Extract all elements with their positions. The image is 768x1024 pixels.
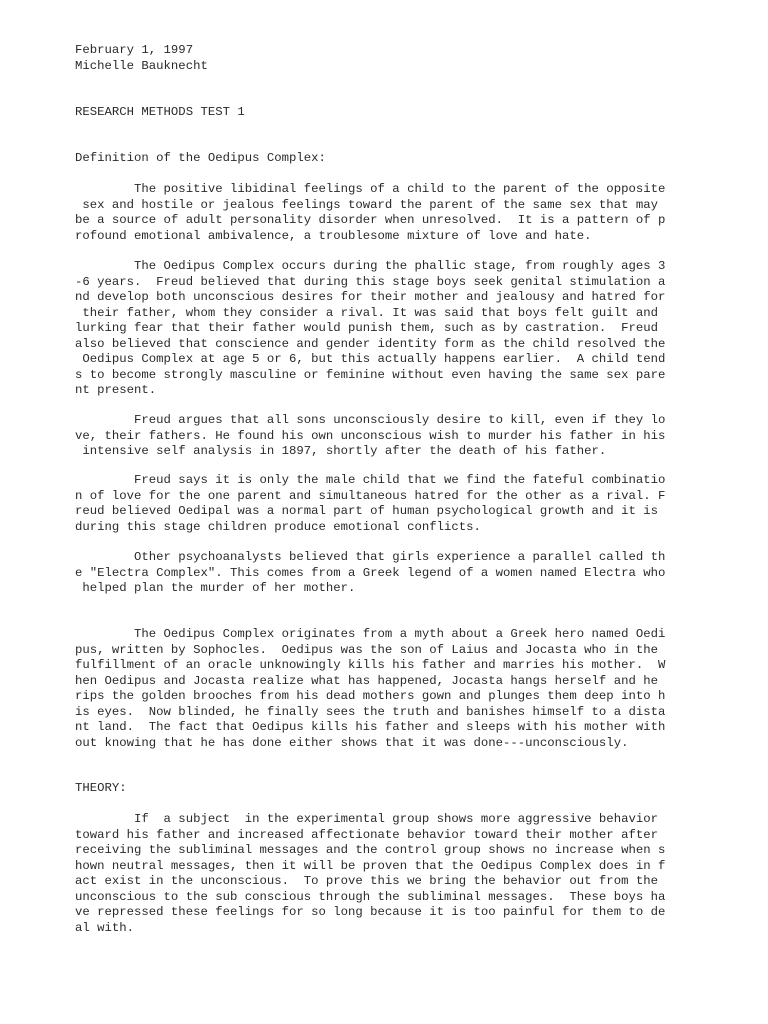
text-line: their father, whom they consider a rival. It was said that boys felt guilt and <box>75 305 658 320</box>
text-line: out knowing that he has done either shows that it was done---unconsciously. <box>75 735 629 750</box>
text-line: ve, their fathers. He found his own unconscious wish to murder his father in his <box>75 428 666 443</box>
text-line: The Oedipus Complex occurs during the phallic stage, from roughly ages 3 <box>75 259 666 273</box>
text-line: e "Electra Complex". This comes from a Greek legend of a women named Electra who <box>75 565 666 580</box>
text-line: also believed that conscience and gender identity form as the child resolved the <box>75 336 666 351</box>
definition-heading: Definition of the Oedipus Complex: <box>75 151 326 165</box>
text-line: nd develop both unconscious desires for their mother and jealousy and hatred for <box>75 290 666 304</box>
text-line: sex and hostile or jealous feelings toward the parent of the same sex that may <box>75 197 658 212</box>
text-line: lurking fear that their father would punish them, such as by castration. Freud <box>75 321 658 335</box>
text-line: nt present. <box>75 383 157 397</box>
text-line: helped plan the murder of her mother. <box>75 581 356 595</box>
text-line: al with. <box>75 920 135 935</box>
text-line: unconscious to the sub conscious through the subliminal messages. These boys ha <box>75 889 666 904</box>
text-line: The positive libidinal feelings of a child to the parent of the opposite <box>75 182 666 196</box>
text-line: reud believed Oedipal was a normal part of human psychological growth and it is <box>75 504 658 518</box>
text-line: If a subject in the experimental group shows more aggressive behavior <box>75 812 658 826</box>
text-line: fulfillment of an oracle unknowingly kills his father and marries his mother. W <box>75 658 666 672</box>
text-line: act exist in the unconscious. To prove this we bring the behavior out from the <box>75 874 658 888</box>
text-line: ve repressed these feelings for so long because it is too painful for them to de <box>75 905 666 919</box>
text-line: pus, written by Sophocles. Oedipus was the son of Laius and Jocasta who in the <box>75 642 658 657</box>
date-line: February 1, 1997 <box>75 43 194 57</box>
text-line: hen Oedipus and Jocasta realize what has happened, Jocasta hangs herself and he <box>75 673 658 688</box>
text-line: The Oedipus Complex originates from a myth about a Greek hero named Oedi <box>75 627 666 641</box>
text-line: be a source of adult personality disorder when unresolved. It is a pattern of p <box>75 213 666 227</box>
text-line: Other psychoanalysts believed that girls experience a parallel called th <box>75 550 666 564</box>
document-title: RESEARCH METHODS TEST 1 <box>75 105 245 119</box>
text-line: rips the golden brooches from his dead mothers gown and plunges them deep into h <box>75 689 666 703</box>
text-line: Freud argues that all sons unconsciously desire to kill, even if they lo <box>75 413 666 427</box>
text-line: toward his father and increased affectionate behavior toward their mother after <box>75 827 658 842</box>
author-line: Michelle Bauknecht <box>75 59 208 73</box>
text-line: Freud says it is only the male child that we find the fateful combinatio <box>75 473 666 487</box>
text-line: -6 years. Freud believed that during this stage boys seek genital stimulation a <box>75 274 666 289</box>
text-line: intensive self analysis in 1897, shortly after the death of his father. <box>75 444 607 458</box>
text-line: s to become strongly masculine or feminine without even having the same sex pare <box>75 367 666 382</box>
text-line: rofound emotional ambivalence, a troublesome mixture of love and hate. <box>75 228 592 243</box>
text-line: receiving the subliminal messages and the control group shows no increase when s <box>75 843 666 857</box>
text-line: nt land. The fact that Oedipus kills his father and sleeps with his mother with <box>75 720 666 734</box>
text-line: during this stage children produce emotional conflicts. <box>75 519 481 534</box>
text-line: hown neutral messages, then it will be proven that the Oedipus Complex does in f <box>75 858 666 873</box>
text-line: is eyes. Now blinded, he finally sees the truth and banishes himself to a dista <box>75 704 666 719</box>
text-line: n of love for the one parent and simultaneous hatred for the other as a rival. F <box>75 488 666 503</box>
text-line: Oedipus Complex at age 5 or 6, but this actually happens earlier. A child tend <box>75 352 666 366</box>
theory-heading: THEORY: <box>75 781 127 795</box>
